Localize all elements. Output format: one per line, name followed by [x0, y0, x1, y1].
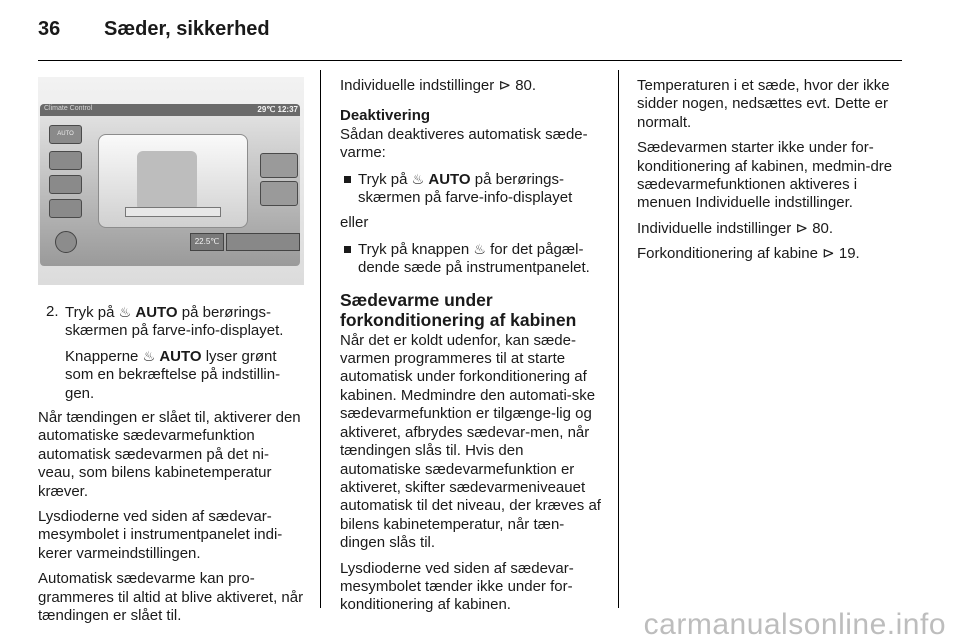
paragraph: Sædevarmen starter ikke under for-konditionering af kabinen, medmin-dre sædevarmefunktionen aktiveres i menuen Individuelle indstillinger.: [637, 139, 893, 212]
paragraph: Automatisk sædevarme kan pro-grammeres til altid at blive aktiveret, når tændingen er slået til.: [38, 570, 304, 625]
paragraph: Sådan deaktiveres automatisk sæde-varme:: [340, 125, 588, 162]
climate-screen-figure: [38, 77, 304, 285]
temperature-display: 22.5℃: [190, 233, 224, 251]
seat-icon: [137, 151, 197, 211]
seat-heat-icon: ♨: [142, 347, 156, 364]
watermark: carmanualsonline.info: [643, 608, 946, 641]
paragraph: Individuelle indstillinger ⊳ 80.: [637, 219, 834, 237]
arrow-icon: ⊳: [822, 245, 835, 263]
page-title: Sæder, sikkerhed: [104, 18, 270, 40]
screen-title: Climate Control: [44, 105, 93, 112]
column-2: [340, 77, 606, 622]
step-2-note: Knapperne ♨ AUTO lyser grønt som en bekræftelse på indstillin-gen.: [65, 347, 281, 402]
seat-button: [49, 175, 82, 194]
arrow-icon: ⊳: [498, 77, 512, 94]
fan-slider: [125, 207, 221, 217]
paragraph: Temperaturen i et sæde, hvor der ikke sidder nogen, nedsættes evt. Dette er normalt.: [637, 77, 890, 131]
arrow-icon: ⊳: [795, 219, 809, 237]
step-2: 2. Tryk på ♨ AUTO på berørings-skærmen på farve-info-displayet.: [46, 303, 284, 340]
header-rule: [38, 60, 902, 61]
list-item: Tryk på knappen ♨ for det pågæl-dende sæde på instrumentpanelet.: [340, 240, 606, 278]
column-3: [637, 77, 905, 271]
auto-button: AUTO: [49, 125, 82, 144]
paragraph: Forkonditionering af kabine ⊳ 19.: [637, 245, 860, 263]
seat-heat-icon: ♨: [473, 240, 486, 257]
page-header: [38, 18, 270, 41]
paragraph: Når det er koldt udenfor, kan sæde-varmen programmeres til at starte automatisk under forkonditionering af kabinen. Medmindre den automati-ske sædevarmefunktion er tilgænge-lig og aktiveret, afbrydes sædevar-men, når tændingen slås til. Hvis den automatiske sædevarmefunktion er aktiveret, skifter sædevarmeniveauet automatisk til det niveau, der kræves af bilens kabinetemperatur, når tæn-dingen slås til.: [340, 331, 601, 552]
seat-heat-icon: ♨: [411, 170, 425, 187]
bullet-icon: [344, 246, 351, 253]
column-divider: [320, 70, 321, 608]
seat-heat-icon: ♨: [118, 304, 132, 320]
paragraph: eller: [340, 214, 369, 232]
settings-bar: [226, 233, 300, 251]
column-divider: [618, 70, 619, 608]
paragraph: Individuelle indstillinger ⊳ 80.: [340, 77, 537, 94]
recirculation-button: [260, 181, 298, 206]
bullet-icon: [344, 176, 351, 183]
list-item: Tryk på ♨ AUTO på berørings-skærmen på farve-info-displayet: [340, 170, 606, 208]
section-title: Deaktivering: [340, 107, 431, 125]
defrost-button: [260, 153, 298, 178]
seat-button: [49, 199, 82, 218]
screen-time: 29℃ 12:37: [257, 105, 298, 114]
seat-button: [49, 151, 82, 170]
step-number: 2.: [46, 303, 59, 320]
paragraph: Lysdioderne ved siden af sædevar-mesymbolet i instrumentpanelet indi-kerer varmeindstillingen.: [38, 508, 283, 562]
column-1: [38, 300, 304, 633]
paragraph: Lysdioderne ved siden af sædevar-mesymbolet tænder ikke under for-konditionering af kabinen.: [340, 559, 574, 614]
paragraph: Når tændingen er slået til, aktiverer den automatiske sædevarmefunktion automatisk sædevarmen på det ni-veau, som bilens kabinetemperatur kræver.: [38, 409, 301, 500]
page-number: 36: [38, 18, 61, 40]
section-heading: Sædevarme under forkonditionering af kabinen: [340, 289, 577, 330]
home-button: [55, 231, 77, 253]
